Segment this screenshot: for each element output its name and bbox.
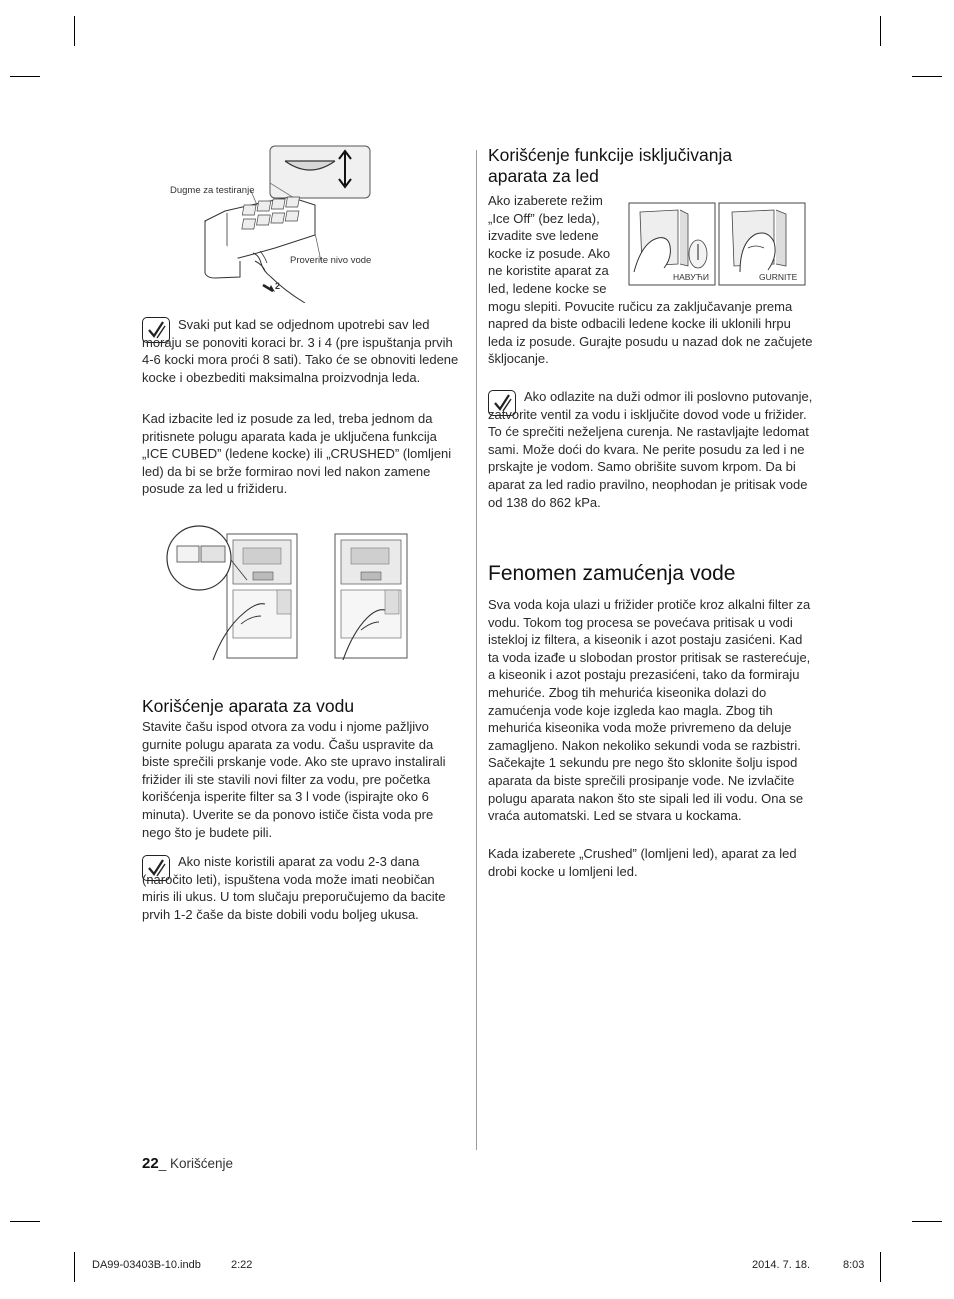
crop-mark: [880, 16, 881, 46]
section-title-water: Korišćenje aparata za vodu: [142, 696, 355, 716]
crop-mark: [10, 76, 40, 77]
section-text-cloudy-water: Sva voda koja ulazi u frižider protiče kroz alkalni filter za vodu. Tokom tog procesa se povećava pritisak u vodi isteklој iz filtera, a kiseonik i azot postaju zasićeni. Kad ta voda izađe u slobodan prostor pritisak se rasterećuje, a kiseonik i azot postaju prezasićeni, tako da formiraju mehuriće. Zbog tih mehurića kiseonika dolazi do zamućenja vode koje izgleda kao magla. Zbog tih mehurića kiseonika voda može privremeno da deluje zamagljeno. Nakon nekoliko sekundi voda se razbistri. Sačekajte 1 sekundu pre nego što sklonite šolju ispod aparata da biste sprečili prosipanje vode. Ne izvlačite polugu aparata nakon što ste sipali led ili vodu. Ona se vraća automatski. Led se stvara u kockama.: [488, 597, 811, 824]
page-number: 22: [142, 1155, 159, 1172]
file-name: DA99-03403B-10.indb: [92, 1259, 201, 1271]
page-footer: [142, 1155, 233, 1173]
section-title-cloudy-water: Fenomen zamućenja vode: [488, 562, 736, 585]
crop-mark: [10, 1221, 40, 1222]
section-text-ice-lock-content: Ako izaberete režim „Ice Off” (bez leda), izvadite sve ledene kocke iz posude. Ako ne koristite aparat za led, ledene kocke se mogu slepiti. Povucite ručicu za zaključavanje prema napred da biste odbacili ledene kocke ili uklonili hrpu leda iz posude. Gurajte posudu u nazad dok ne začujete škljocanje.: [488, 193, 813, 367]
section-title-ice-lock: Korišćenje funkcije isključivanja aparata za led: [488, 145, 733, 186]
page-section: _ Korišćenje: [158, 1156, 233, 1171]
text-wrap-float: [616, 192, 814, 296]
column-divider: [476, 150, 477, 1150]
crop-mark: [880, 1252, 881, 1282]
test-button-label: Dugme za testiranje: [170, 185, 255, 196]
pull-label: НАВУЋИ: [673, 272, 709, 282]
print-time: 8:03: [843, 1259, 865, 1271]
section-text-cloudy-water-2: Kada izaberete „Crushed” (lomljeni led), aparat za led drobi kocke u lomljeni led.: [488, 846, 797, 879]
note-text: Ako niste koristili aparat za vodu 2-3 dana (naročito leti), ispuštena voda može imati neobičan miris ili ukus. U tom slučaju preporučujemo da bacite prvih 1-2 čaše da biste dobili vodu boljeg ukusa.: [142, 854, 446, 922]
crop-mark: [912, 1221, 942, 1222]
dispenser-illustration: [165, 520, 420, 662]
print-date: 2014. 7. 18.: [752, 1259, 811, 1271]
file-page: 2:22: [231, 1259, 253, 1271]
water-level-label: Proverite nivo vode: [290, 255, 372, 266]
dispenser-figure: [165, 520, 420, 662]
ice-maker-illustration: [165, 143, 380, 303]
note-text: Ako odlazite na duži odmor ili poslovno putovanje, zatvorite ventil za vodu i isključite dovod vode u frižider. To će sprečiti neželjena curenja. Ne rastavljajte ledomat sami. Može doći do kvara. Ne perite posudu za led i ne prskajte je vodom. Samo obrišite suvom krpom. Da bi aparat za led radio pravilno, neophodan je pritisak vode od 138 do 862 kPa.: [488, 389, 813, 510]
note-text: Svaki put kad se odjednom upotrebi sav led moraju se ponoviti koraci br. 3 i 4 (pre ispuštanja prvih 4-6 kocki mora proći 8 sati). Tako će se obnoviti ledene kocke i obezbediti maksimalna proizvodnja leda.: [142, 317, 459, 385]
crop-mark: [74, 1252, 75, 1282]
section-text-ice-lock: [488, 192, 814, 368]
push-label: GURNITE: [759, 272, 798, 282]
step-number: 2: [275, 281, 281, 291]
section-text-water: Stavite čašu ispod otvora za vodu i njome pažljivo gurnite polugu aparata za vodu. Čašu uspravite da biste sprečili prskanje vode. Ako ste upravo instalirali frižider ili ste stavili novi filter za vodu, pre početka korišćenja isperite filter sa 3 l vode (ispirajte oko 6 minuta). Uverite se da ponovo ističe čista voda pre nego što je budete pili.: [142, 719, 446, 840]
crop-mark: [912, 76, 942, 77]
ice-maker-figure: [165, 143, 380, 303]
crop-mark: [74, 16, 75, 46]
paragraph: Kad izbacite led iz posude za led, treba jednom da pritisnete polugu aparata kada je uključena funkcija „ICE CUBED” (ledene kocke) ili „CRUSHED” (lomljeni led) da bi se brže formirao novi led nakon zamene posude za led u frižideru.: [142, 411, 452, 497]
